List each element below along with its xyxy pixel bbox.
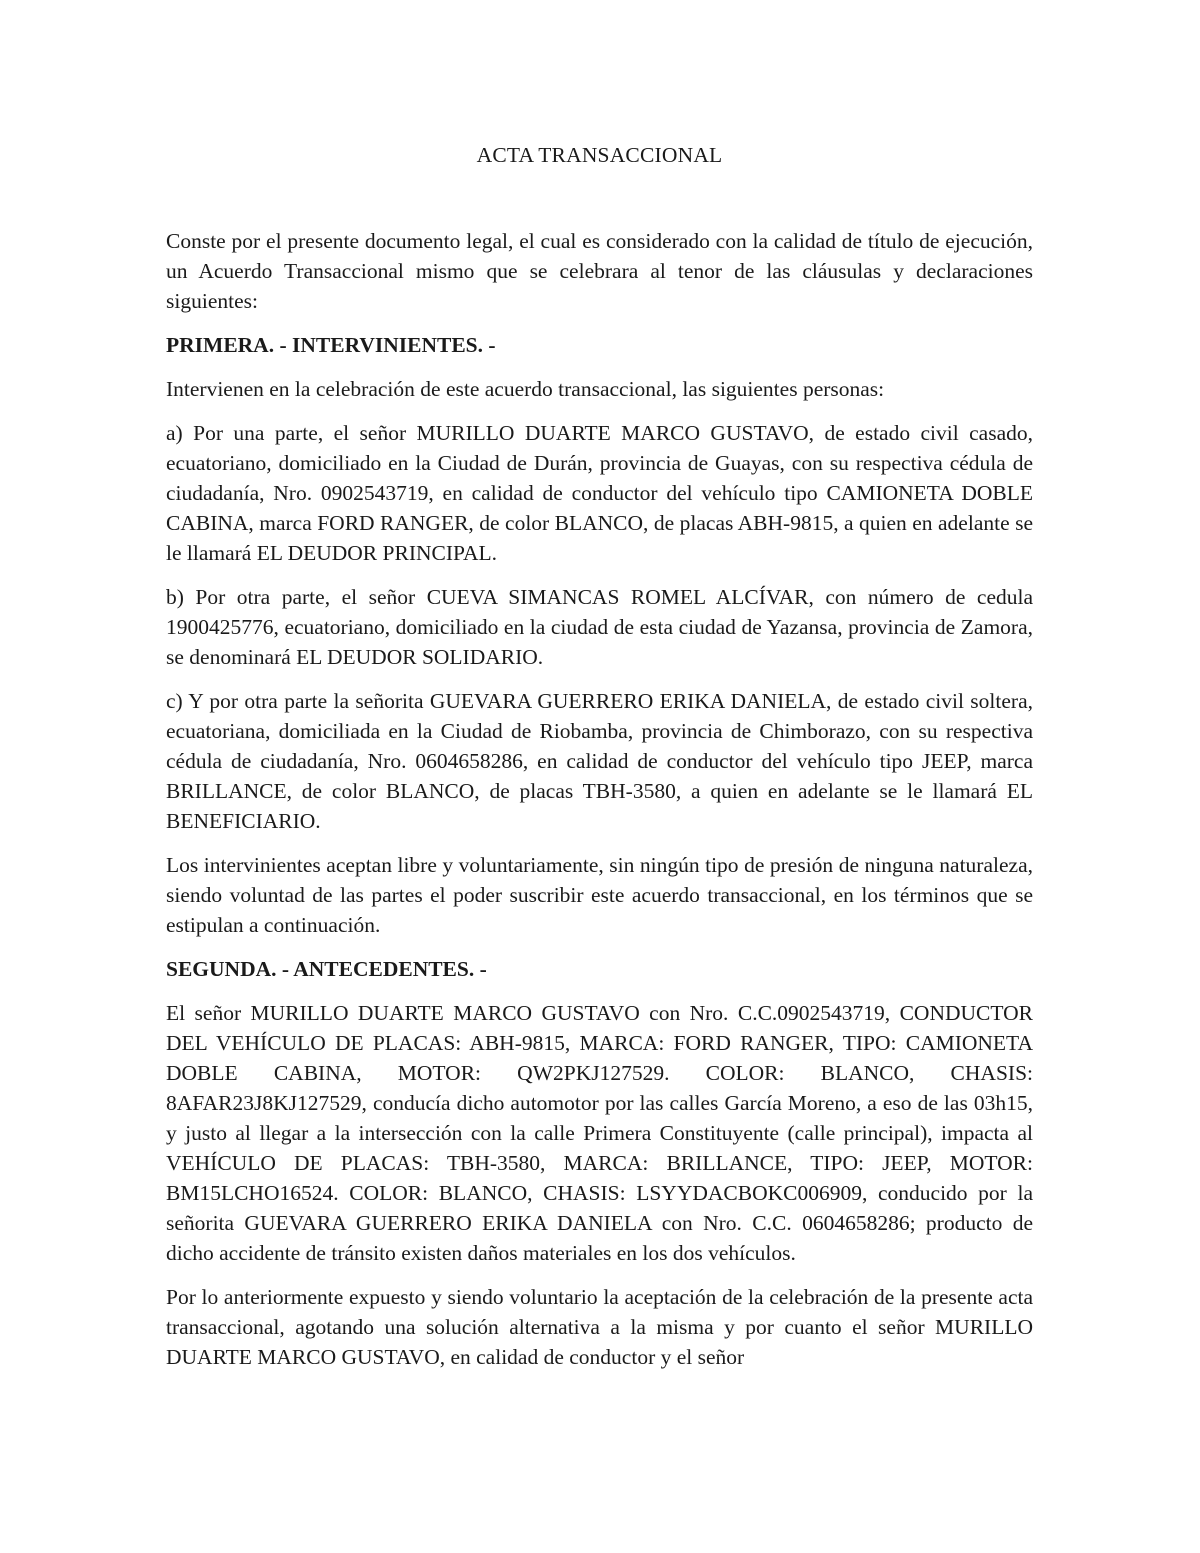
paragraph-party-a: a) Por una parte, el señor MURILLO DUARTE MARCO GUSTAVO, de estado civil casado, ecuatoriano, domiciliado en la Ciudad de Durán, provincia de Guayas, con su respectiva cédula de ciudadanía, Nro. 0902543719, en calidad de conductor del vehículo tipo CAMIONETA DOBLE CABINA, marca FORD RANGER, de color BLANCO, de placas ABH-9815, a quien en adelante se le llamará EL DEUDOR PRINCIPAL. <box>166 421 1033 565</box>
paragraph-conclusion: Por lo anteriormente expuesto y siendo voluntario la aceptación de la celebración de la presente acta transaccional, agotando una solución alternativa a la misma y por cuanto el señor MURILLO DUARTE MARCO GUSTAVO, en calidad de conductor y el señor <box>166 1285 1033 1369</box>
paragraph-party-b: b) Por otra parte, el señor CUEVA SIMANCAS ROMEL ALCÍVAR, con número de cedula 1900425776, ecuatoriano, domiciliado en la ciudad de esta ciudad de Yazansa, provincia de Zamora, se denominará EL DEUDOR SOLIDARIO. <box>166 585 1033 669</box>
paragraph-acceptance: Los intervinientes aceptan libre y voluntariamente, sin ningún tipo de presión de ninguna naturaleza, siendo voluntad de las partes el poder suscribir este acuerdo transaccional, en los términos que se estipulan a continuación. <box>166 853 1033 937</box>
section-heading-segunda: SEGUNDA. - ANTECEDENTES. - <box>166 957 487 981</box>
paragraph-intervienen: Intervienen en la celebración de este acuerdo transaccional, las siguientes personas: <box>166 377 885 401</box>
document-title: ACTA TRANSACCIONAL <box>476 143 723 167</box>
section-heading-primera: PRIMERA. - INTERVINIENTES. - <box>166 333 496 357</box>
document-body <box>166 140 1033 1372</box>
paragraph-antecedentes: El señor MURILLO DUARTE MARCO GUSTAVO con Nro. C.C.0902543719, CONDUCTOR DEL VEHÍCULO DE PLACAS: ABH-9815, MARCA: FORD RANGER, TIPO: CAMIONETA DOBLE CABINA, MOTOR: QW2PKJ127529. COLOR: BLANCO, CHASIS: 8AFAR23J8KJ127529, conducía dicho automotor por las calles García Moreno, a eso de las 03h15, y justo al llegar a la intersección con la calle Primera Constituyente (calle principal), impacta al VEHÍCULO DE PLACAS: TBH-3580, MARCA: BRILLANCE, TIPO: JEEP, MOTOR: BM15LCHO16524. COLOR: BLANCO, CHASIS: LSYYDACBOKC006909, conducido por la señorita GUEVARA GUERRERO ERIKA DANIELA con Nro. C.C. 0604658286; producto de dicho accidente de tránsito existen daños materiales en los dos vehículos. <box>166 1001 1033 1265</box>
intro-paragraph: Conste por el presente documento legal, el cual es considerado con la calidad de título de ejecución, un Acuerdo Transaccional mismo que se celebrara al tenor de las cláusulas y declaraciones siguientes: <box>166 229 1033 313</box>
paragraph-party-c: c) Y por otra parte la señorita GUEVARA GUERRERO ERIKA DANIELA, de estado civil soltera, ecuatoriana, domiciliada en la Ciudad de Riobamba, provincia de Chimborazo, con su respectiva cédula de ciudadanía, Nro. 0604658286, en calidad de conductor del vehículo tipo JEEP, marca BRILLANCE, de color BLANCO, de placas TBH-3580, a quien en adelante se le llamará EL BENEFICIARIO. <box>166 689 1033 833</box>
